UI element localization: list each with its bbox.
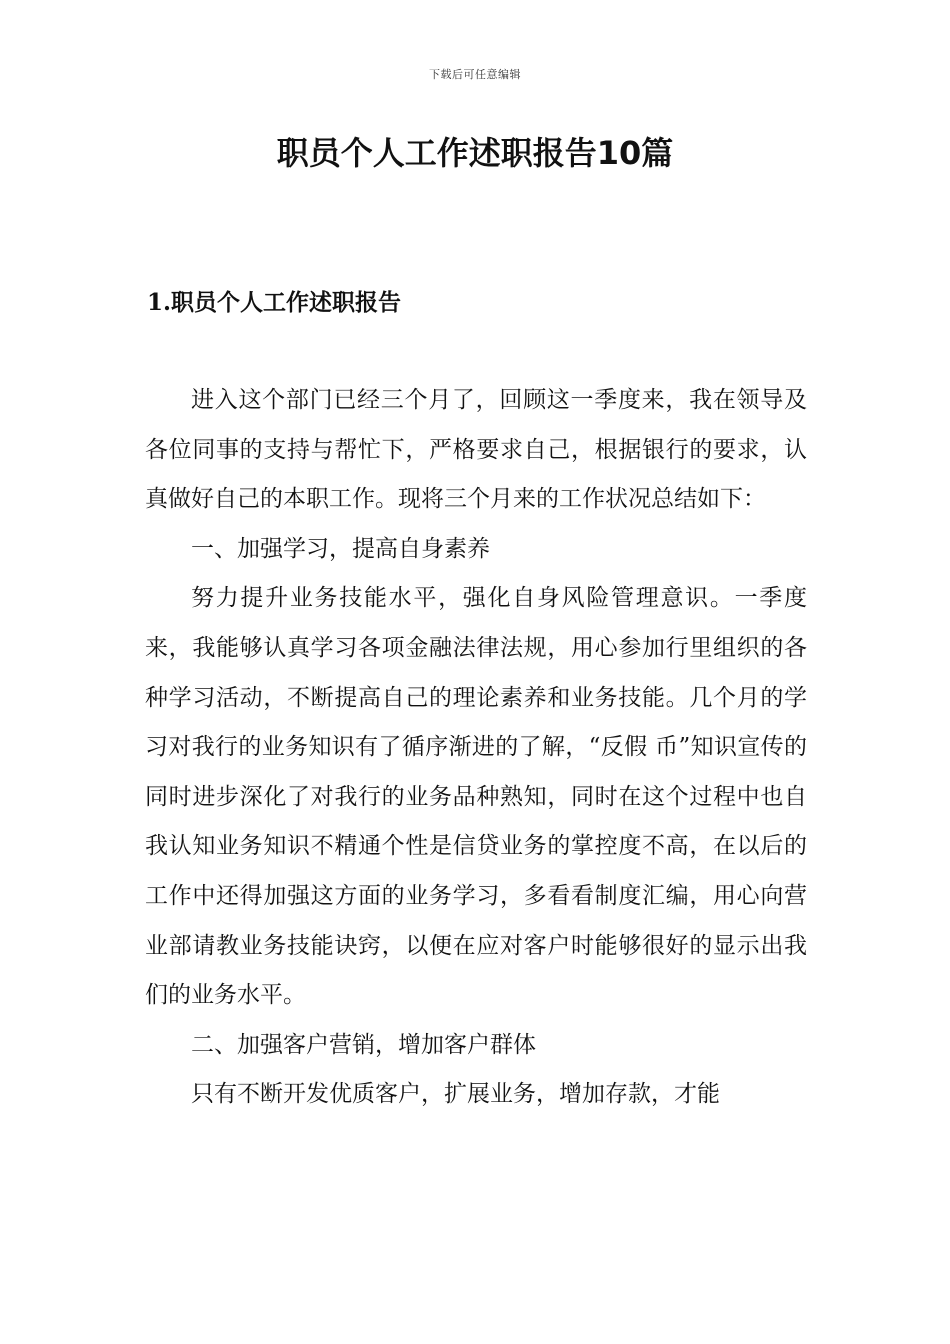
download-watermark: 下载后可任意编辑 [429,68,521,81]
document-body [145,376,807,1120]
paragraph-marketing: 只有不断开发优质客户，扩展业务，增加存款，才能 [191,1081,720,1108]
paragraph-intro: 进入这个部门已经三个月了，回顾这一季度来，我在领导及各位同事的支持与帮忙下，严格要求自己，根据银行的要求，认真做好自己的本职工作。现将三个月来的工作状况总结如下： [145,387,807,513]
subheading-marketing: 二、加强客户营销，增加客户群体 [191,1031,536,1058]
section-heading: 1.职员个人工作述职报告 [147,289,402,316]
document-title: 职员个人工作述职报告10篇 [276,134,674,172]
paragraph-study: 努力提升业务技能水平，强化自身风险管理意识。一季度来，我能够认真学习各项金融法律法规，用心参加行里组织的各种学习活动，不断提高自己的理论素养和业务技能。几个月的学习对我行的业务知识有了循序渐进的了解，“反假 币”知识宣传的同时进步深化了对我行的业务品种熟知，同时在这个过程中也自我认知业务知识不精通个性是信贷业务的掌控度不高，在以后的工作中还得加强这方面的业务学习，多看看制度汇编，用心向营业部请教业务技能诀窍，以便在应对客户时能够很好的显示出我们的业务水平。 [145,585,807,1009]
subheading-study: 一、加强学习，提高自身素养 [191,535,490,562]
